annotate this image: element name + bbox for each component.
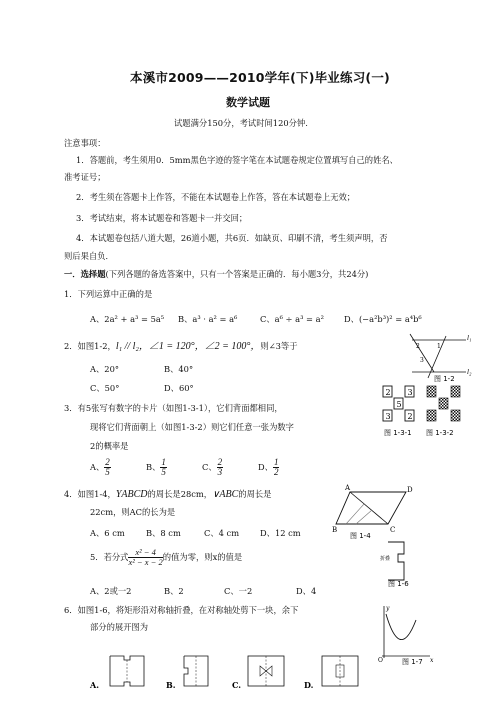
fig132-label: 图 1-3-2: [426, 429, 454, 437]
q4-text-c: 的周长是28cm，: [147, 489, 213, 499]
q6-option-b-figure: [166, 656, 208, 690]
vertex-A: A: [345, 484, 351, 492]
fraction-denominator: 3: [217, 467, 223, 477]
exam-subtitle: 数学试题: [226, 96, 270, 109]
fig17-y: y: [386, 605, 390, 612]
note-3: 3．考试结束，将本试题卷和答题卡一并交回；: [76, 213, 248, 223]
q3-line-1: 3．有5张写有数字的卡片（如图1-3-1），它们背面都相同，: [64, 403, 283, 413]
figure-1-4: [332, 484, 412, 542]
q2-stem-prefix: 2．如图1-2，: [64, 341, 116, 351]
fig12-l1: l₁: [467, 334, 472, 342]
card-1: 2: [385, 388, 391, 397]
fig17-o: O: [378, 657, 383, 664]
q3-option-d-label: D、: [258, 462, 273, 472]
card-3: 5: [396, 400, 402, 409]
q2-option-b: B、40°: [164, 364, 194, 374]
notes-heading: 注意事项：: [64, 138, 106, 148]
fig12-angle-1: 1: [437, 343, 441, 350]
q4-option-a: A、6 cm: [90, 528, 125, 538]
q5-suffix: 的值为零，则x的值是: [162, 552, 243, 562]
card-4: 3: [385, 412, 391, 421]
q6-line-2: 部分的展开图为: [90, 622, 149, 632]
q5-option-c: C、一2: [224, 586, 253, 596]
figure-1-2: [392, 334, 472, 382]
fig17-x: x: [430, 657, 434, 664]
exam-title: 本溪市2009——2010学年(下)毕业练习(一): [130, 70, 390, 85]
q3-line-3: 2的概率是: [90, 441, 129, 451]
figure-1-3-2: [424, 384, 472, 442]
section-label: 一．选择题: [64, 269, 106, 279]
q1-option-b: B、a³ · a² = a⁶: [178, 314, 238, 324]
q3-option-a-label: A、: [90, 462, 105, 472]
q4-triangle: ∨ABC: [212, 489, 239, 500]
fraction-denominator: 5: [105, 467, 110, 477]
q1-option-c: C、a⁶ ÷ a³ = a²: [260, 314, 324, 324]
fig12-label: 图 1-2: [434, 375, 455, 383]
card-5: 2: [407, 412, 413, 421]
fig16-label: 图 1-6: [388, 580, 409, 588]
q2-option-a: A、20°: [90, 364, 119, 374]
q3-option-a-fraction: [104, 458, 111, 477]
q4-text-e: 的周长是: [238, 489, 272, 499]
q3-option-b: [146, 458, 167, 477]
q3-option-c-label: C、: [202, 462, 217, 472]
q4-option-d: D、12 cm: [260, 528, 301, 538]
fraction-denominator: x² − x − 2: [128, 557, 163, 567]
note-1a: 1．答题前，考生须用0．5mm黑色字迹的签字笔在本试题卷规定位置填写自己的姓名、: [76, 155, 398, 165]
fraction-denominator: 2: [273, 467, 279, 477]
q3-option-d-fraction: [273, 458, 280, 477]
vertex-C: C: [390, 526, 396, 534]
q4-text-a: 4．如图1-4，: [64, 489, 116, 499]
fig17-label: 图 1-7: [402, 658, 423, 666]
q6-option-a-figure: [89, 656, 144, 690]
q5-option-a: A、2或一2: [90, 586, 132, 596]
q6-label-c: C.: [232, 680, 242, 690]
q6-line-1: 6．如图1-6，将矩形沿对称轴折叠，在对称轴处剪下一块，余下: [64, 605, 299, 615]
q2-stem-suffix: 则∠3等于: [260, 341, 298, 351]
vertex-D: D: [407, 486, 413, 494]
vertex-B: B: [332, 526, 338, 534]
q5-stem: [90, 548, 242, 567]
note-1b: 准考证号；: [64, 172, 106, 182]
q1-option-d: D、(−a²b³)² = a⁴b⁶: [344, 314, 422, 324]
q1-stem: 1．下列运算中正确的是: [64, 289, 153, 299]
q3-option-b-fraction: [160, 458, 167, 477]
q5-fraction: [128, 548, 162, 567]
fraction-numerator: 2: [217, 457, 223, 467]
note-4b: 则后果自负．: [64, 251, 114, 261]
fig16-fold-text: 折叠: [380, 556, 391, 562]
q3-option-a: [90, 458, 111, 477]
fig12-l2: l₂: [467, 368, 472, 376]
figure-1-3-1: [380, 384, 420, 442]
figure-1-7: [372, 604, 434, 664]
q6-label-a: A.: [90, 680, 99, 690]
q2-stem: [64, 340, 298, 353]
fraction-numerator: 1: [161, 457, 166, 467]
q2-stem-math: l₁ // l₂，∠1 = 120°，∠2 = 100°，: [115, 341, 261, 352]
q2-option-d: D、60°: [164, 383, 194, 393]
q1-option-a: A、2a² + a³ = 5a⁵: [90, 314, 165, 324]
fig14-label: 图 1-4: [350, 532, 371, 540]
note-2: 2．考生须在答题卡上作答，不能在本试题卷上作答，答在本试题卷上无效；: [76, 192, 356, 202]
card-2: 3: [407, 388, 413, 397]
figure-1-6: [380, 540, 416, 586]
fraction-numerator: x² − 4: [128, 548, 162, 558]
q6-option-d-figure: [304, 656, 358, 690]
q4-line-1: [64, 488, 271, 501]
q5-option-b: B、2: [164, 586, 184, 596]
q4-line-2: 22cm，则AC的长为是: [90, 507, 176, 517]
q4-parallelogram: ΥABCD: [115, 489, 148, 500]
q6-label-b: B.: [166, 680, 176, 690]
q3-option-d: [258, 458, 279, 477]
section-heading: [64, 268, 368, 280]
fraction-numerator: 1: [273, 457, 279, 467]
fig12-angle-3: 3: [420, 357, 424, 364]
q6-label-d: D.: [304, 680, 314, 690]
fraction-numerator: 2: [105, 457, 110, 467]
q6-options: [88, 648, 378, 692]
section-desc: (下列各题的备选答案中，只有一个答案是正确的．每小题3分，共24分): [105, 269, 369, 279]
fig131-label: 图 1-3-1: [384, 429, 412, 437]
fraction-denominator: 5: [161, 467, 166, 477]
note-4a: 4．本试题卷包括八道大题，26道小题，共6页．如缺页、印刷不清，考生须声明，否: [76, 233, 388, 243]
exam-info: 试题满分150分，考试时间120分钟.: [174, 118, 308, 128]
q3-option-c-fraction: [217, 458, 224, 477]
q4-option-b: B、8 cm: [146, 528, 181, 538]
q3-option-c: [202, 458, 223, 477]
q4-option-c: C、4 cm: [204, 528, 240, 538]
q5-option-d: D、4: [296, 586, 317, 596]
q3-line-2: 现将它们背面朝上（如图1-3-2）则它们任意一张为数字: [90, 422, 294, 432]
q5-prefix: 5．若分式: [90, 552, 129, 562]
q3-option-b-label: B、: [146, 462, 161, 472]
fig12-angle-2: 2: [416, 343, 420, 350]
q6-option-c-figure: [232, 656, 284, 690]
q2-option-c: C、50°: [90, 383, 120, 393]
